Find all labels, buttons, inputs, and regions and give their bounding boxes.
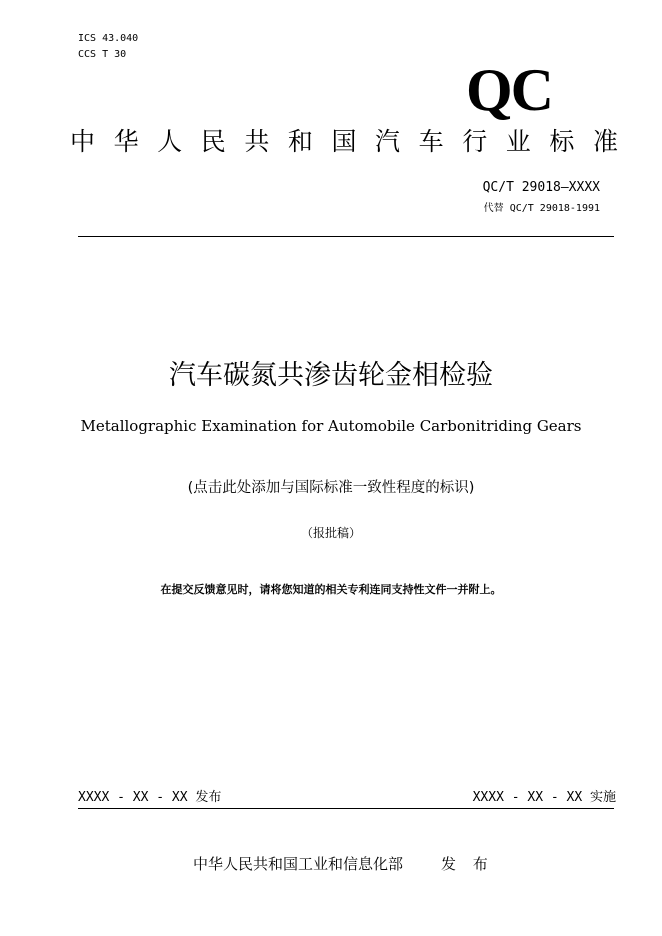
patent-notice: 在提交反馈意见时，请将您知道的相关专利连同支持性文件一并附上。	[160, 583, 502, 596]
implement-date: XXXX - XX - XX 实施	[472, 790, 616, 805]
issuing-authority: 中华人民共和国工业和信息化部	[193, 855, 404, 873]
title-char: 民	[200, 127, 226, 156]
document-title-en: Metallographic Examination for Automobile Carbonitriding Gears	[80, 417, 582, 435]
title-char: 汽	[375, 127, 401, 156]
title-char: 业	[505, 127, 531, 156]
issue-label: 发 布	[441, 855, 494, 873]
qc-logo: QC	[466, 57, 552, 123]
title-char: 车	[418, 127, 444, 156]
replaces-standard: 代替 QC/T 29018-1991	[483, 203, 600, 214]
ccs-code: CCS T 30	[78, 49, 127, 60]
publish-date: XXXX - XX - XX 发布	[78, 790, 222, 805]
header-divider	[78, 236, 614, 237]
footer-divider	[78, 808, 614, 809]
draft-status: （报批稿）	[300, 526, 361, 540]
title-char: 华	[113, 127, 139, 156]
title-char: 行	[462, 127, 488, 156]
title-char: 标	[549, 127, 575, 156]
title-char: 国	[331, 127, 357, 156]
title-char: 中	[70, 127, 96, 156]
title-char: 准	[592, 127, 618, 156]
document-title-cn: 汽车碳氮共渗齿轮金相检验	[169, 360, 493, 391]
title-char: 共	[244, 127, 270, 156]
title-char: 和	[287, 127, 313, 156]
standard-number: QC/T 29018—XXXX	[482, 180, 600, 195]
standard-category-title	[70, 125, 618, 159]
title-char: 人	[157, 127, 183, 156]
consistency-placeholder[interactable]: (点击此处添加与国际标准一致性程度的标识)	[187, 480, 475, 496]
ics-code: ICS 43.040	[78, 33, 139, 44]
